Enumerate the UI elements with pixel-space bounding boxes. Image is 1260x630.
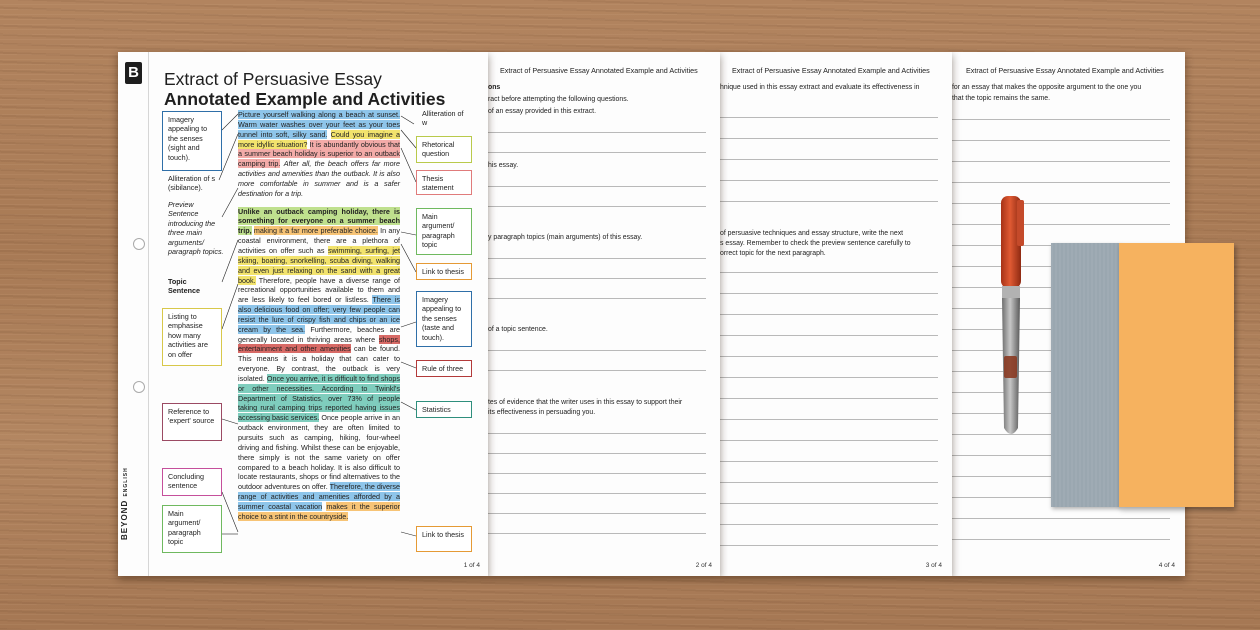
question-text: its effectiveness in persuading you. (488, 409, 596, 416)
annotation-concluding: Concluding sentence (162, 468, 222, 496)
answer-line (720, 117, 938, 118)
answer-line (952, 182, 1170, 183)
worksheet-page-1 (118, 52, 488, 576)
answer-line (488, 186, 706, 187)
answer-line (720, 461, 938, 462)
answer-line (720, 419, 938, 420)
annotation-topic-sentence: Topic Sentence (168, 277, 200, 296)
annotation-link-thesis-2: Link to thesis (416, 526, 472, 552)
answer-line (952, 119, 1170, 120)
answer-line (488, 258, 706, 259)
answer-line (720, 356, 938, 357)
gray-sticky-pad (1051, 243, 1121, 507)
questions-heading: ons (488, 84, 501, 91)
question-text: of persuasive techniques and essay structure, write the next (720, 230, 904, 237)
answer-line (488, 533, 706, 534)
question-text: y paragraph topics (main arguments) of this essay. (488, 234, 643, 241)
annotation-main-argument-right: Main argument/ paragraph topic (416, 208, 472, 255)
answer-line (952, 518, 1170, 519)
answer-line (720, 314, 938, 315)
answer-line (488, 132, 706, 133)
answer-line (720, 159, 938, 160)
annotation-main-argument-left: Main argument/ paragraph topic (162, 505, 222, 553)
page-number: 1 of 4 (463, 562, 480, 569)
answer-line (488, 278, 706, 279)
answer-line (720, 180, 938, 181)
question-text: orrect topic for the next paragraph. (720, 250, 826, 257)
marker-clip (1017, 200, 1024, 246)
orange-sticky-pad (1119, 243, 1234, 507)
question-text: s essay. Remember to check the preview sentence carefully to (720, 240, 911, 247)
answer-line (720, 201, 938, 202)
punch-hole (133, 238, 145, 250)
essay-extract (238, 110, 400, 530)
annotation-imagery-2: Imagery appealing to the senses (taste and touch). (416, 291, 472, 347)
answer-line (720, 293, 938, 294)
answer-line (952, 203, 1170, 204)
annotation-thesis: Thesis statement (416, 170, 472, 195)
page-number: 4 of 4 (1158, 562, 1175, 569)
annotation-link-thesis-1: Link to thesis (416, 263, 472, 280)
page-header: Extract of Persuasive Essay Annotated Example and Activities (966, 66, 1164, 75)
answer-line (488, 152, 706, 153)
worksheet-page-3 (720, 52, 952, 576)
page-header: Extract of Persuasive Essay Annotated Example and Activities (732, 66, 930, 75)
answer-line (720, 440, 938, 441)
question-text: for an essay that makes the opposite argument to the one you (952, 84, 1142, 91)
annotation-listing: Listing to emphasise how many activities are on offer (162, 308, 222, 366)
question-text: tes of evidence that the writer uses in this essay to support their (488, 399, 683, 406)
answer-line (952, 161, 1170, 162)
beyond-logo: B (125, 62, 142, 84)
answer-line (720, 377, 938, 378)
answer-line (720, 335, 938, 336)
question-text: ract before attempting the following questions. (488, 96, 629, 103)
worksheet-page-2 (488, 52, 720, 576)
page-header: Extract of Persuasive Essay Annotated Example and Activities (500, 66, 698, 75)
answer-line (488, 350, 706, 351)
answer-line (952, 140, 1170, 141)
page-number: 3 of 4 (925, 562, 942, 569)
question-text: of a topic sentence. (488, 326, 548, 333)
page-sidebar (118, 52, 149, 576)
annotation-expert: Reference to 'expert' source (162, 403, 222, 441)
annotation-rule-of-three: Rule of three (416, 360, 472, 377)
answer-line (488, 370, 706, 371)
annotation-alliteration-s: Alliteration of s (sibilance). (168, 174, 216, 193)
answer-line (720, 503, 938, 504)
question-text: his essay. (488, 162, 519, 169)
answer-line (720, 138, 938, 139)
answer-line (720, 398, 938, 399)
answer-line (720, 545, 938, 546)
brand-wordmark: BEYOND ENGLISH (120, 467, 129, 540)
annotation-alliteration-w: Alliteration of w (422, 109, 464, 128)
page-number: 2 of 4 (695, 562, 712, 569)
answer-line (488, 493, 706, 494)
answer-line (488, 206, 706, 207)
annotation-imagery: Imagery appealing to the senses (sight and touch). (162, 111, 222, 171)
question-text: of an essay provided in this extract. (488, 108, 597, 115)
essay-paragraph-intro: Picture yourself walking along a beach at sunset. Warm water washes over your feet as your toes tunnel into soft, silky sand. Could you imagine a more idyllic situation? It is abundantly obvious that a summer beach holiday is superior to an outback camping trip. After all, the beach offers far more activities and amenities than the outback. It is also more comfortable in summer and is a safer destination for a trip. (238, 110, 401, 198)
answer-line (488, 473, 706, 474)
answer-line (720, 524, 938, 525)
annotation-statistics: Statistics (416, 401, 472, 418)
answer-line (720, 482, 938, 483)
answer-line (488, 433, 706, 434)
question-text: that the topic remains the same. (952, 95, 1051, 102)
answer-line (488, 298, 706, 299)
answer-line (488, 513, 706, 514)
page-title: Extract of Persuasive Essay Annotated Example and Activities (164, 69, 446, 109)
answer-line (720, 272, 938, 273)
essay-paragraph-body: Unlike an outback camping holiday, there is something for everyone on a summer beach trip, making it a far more preferable choice. In any coastal environment, there are a plethora of activities on offer such as swimming, surfing, jet skiing, boating, snorkelling, scuba diving, walking and even just relaxing on the sand with a great book. Therefore, people have a diverse range of recreational opportunities available to them and are less likely to feel bored or listless. There is also delicious food on offer; very few people can resist the lure of crispy fish and chips or an ice cream by the sea. Furthermore, beaches are generally located in thriving areas where shops, entertainment and other amenities can be found. This means it is a holiday that can cater to everyone. By contrast, the outback is very isolated. Once you arrive, it is difficult to find shops or other necessities. According to Twinkl's Department of Statistics, over 73% of people taking rural camping trips reported having issues accessing basic services. Once people arrive in an outback environment, they are often limited to pursuits such as camping, hiking, four-wheel driving and fishing. Whilst these can be enjoyable, there simply is not the same variety on offer compared to a beach holiday. It is also difficult to locate restaurants, shops or find alternatives to the outdoor adventures on offer. Therefore, the diverse range of activities and amenities afforded by a summer coastal vacation makes it the superior choice to a stint in the countryside. (238, 206, 401, 521)
marker-pen (990, 188, 1034, 448)
answer-line (488, 453, 706, 454)
answer-line (952, 224, 1170, 225)
annotation-rhetorical: Rhetorical question (416, 136, 472, 163)
annotation-preview: Preview Sentence introducing the three main arguments/ paragraph topics. (168, 200, 224, 257)
punch-hole (133, 381, 145, 393)
question-text: hnique used in this essay extract and evaluate its effectiveness in (720, 84, 920, 91)
answer-line (952, 539, 1170, 540)
